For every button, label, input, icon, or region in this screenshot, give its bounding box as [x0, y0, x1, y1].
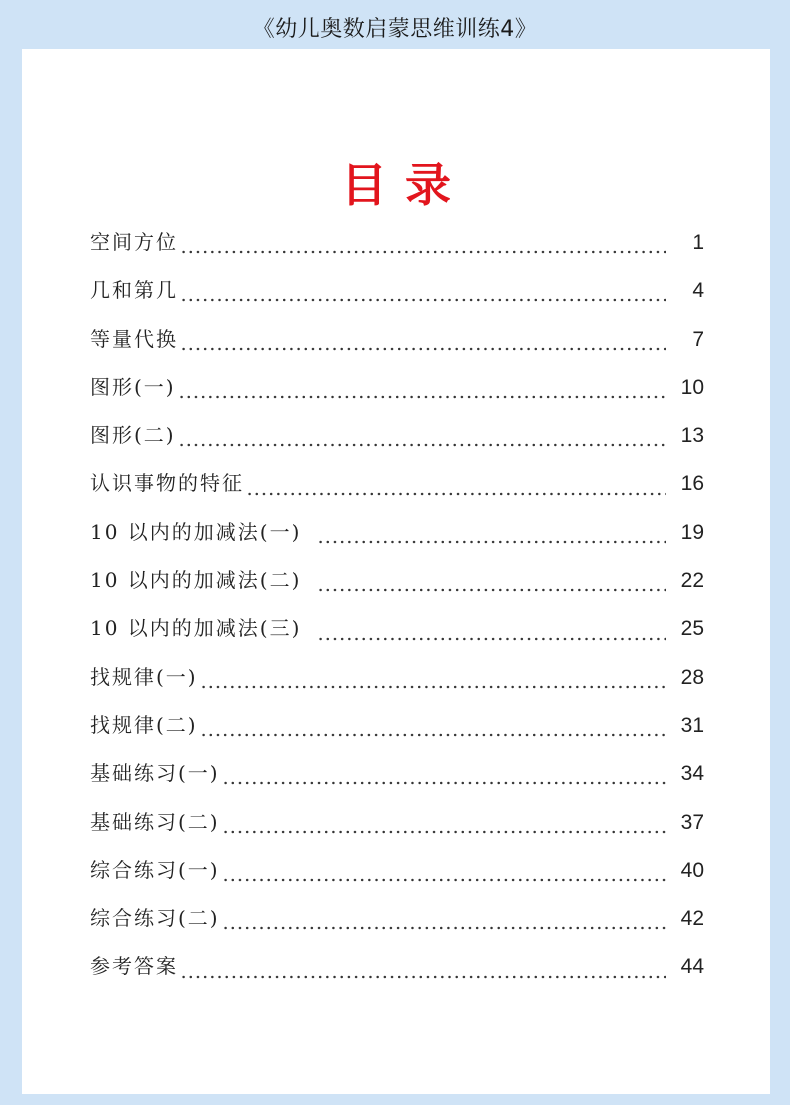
- toc-entry[interactable]: [90, 806, 704, 854]
- toc-page: [22, 49, 770, 1094]
- toc-leader-dots: [246, 492, 666, 496]
- toc-entry-label: 找规律(二): [90, 712, 198, 737]
- toc-leader-dots: [180, 298, 666, 302]
- toc-heading: 目录: [341, 158, 469, 212]
- toc-entry[interactable]: [90, 419, 704, 467]
- toc-entry-label: 10 以内的加减法(二): [90, 568, 302, 593]
- toc-entry-label: 图形(一): [90, 374, 176, 399]
- toc-entry-label: 图形(二): [90, 423, 176, 448]
- toc-entry[interactable]: [90, 274, 704, 322]
- toc-entry-label: 基础练习(二): [90, 809, 220, 834]
- toc-entry-label: 空间方位: [90, 230, 178, 254]
- toc-entry-label: 参考答案: [90, 954, 178, 979]
- toc-leader-dots: [200, 733, 666, 737]
- toc-leader-dots: [222, 830, 666, 834]
- toc-leader-dots: [222, 926, 666, 930]
- toc-entry-page: 37: [680, 810, 704, 834]
- toc-leader-dots: [178, 395, 666, 399]
- toc-entry-page: 44: [680, 955, 704, 979]
- toc-entry-page: 22: [680, 569, 704, 593]
- toc-entry[interactable]: [90, 757, 704, 805]
- toc-entry-label: 认识事物的特征: [90, 471, 244, 496]
- toc-leader-dots: [222, 878, 666, 882]
- toc-entry-label: 综合练习(二): [90, 906, 220, 931]
- toc-leader-dots: [178, 443, 666, 447]
- toc-leader-dots: [317, 588, 666, 592]
- toc-entry-page: 19: [680, 520, 704, 544]
- toc-entry-page: 4: [692, 279, 704, 303]
- toc-entry[interactable]: [90, 854, 704, 902]
- toc-entry-page: 16: [680, 472, 704, 496]
- book-title: 《幼儿奥数启蒙思维训练4》: [252, 17, 538, 42]
- toc-leader-dots: [222, 781, 666, 785]
- toc-entry-page: 13: [680, 424, 704, 448]
- toc-entry-label: 几和第几: [90, 278, 178, 303]
- toc-entry-page: 28: [680, 665, 704, 689]
- toc-entry-page: 31: [680, 713, 704, 737]
- toc-entry[interactable]: [90, 226, 704, 274]
- toc-entry[interactable]: [90, 612, 704, 660]
- toc-entry-page: 1: [692, 231, 704, 254]
- toc-entry[interactable]: [90, 516, 704, 564]
- toc-entry-page: 40: [680, 858, 704, 882]
- toc-leader-dots: [180, 250, 666, 254]
- toc-leader-dots: [200, 685, 666, 689]
- toc-entry-label: 找规律(一): [90, 664, 198, 689]
- toc-leader-dots: [317, 540, 666, 544]
- toc-entry-label: 10 以内的加减法(三): [90, 616, 302, 641]
- toc-entry-label: 综合练习(一): [90, 857, 220, 882]
- toc-entry[interactable]: [90, 323, 704, 371]
- toc-entry[interactable]: [90, 950, 704, 998]
- toc-entry-label: 基础练习(一): [90, 761, 220, 786]
- toc-entry-page: 42: [680, 907, 704, 931]
- toc-list: [90, 226, 704, 999]
- toc-entry[interactable]: [90, 902, 704, 950]
- toc-entry-label: 10 以内的加减法(一): [90, 519, 302, 544]
- toc-leader-dots: [317, 637, 666, 641]
- toc-entry-page: 34: [680, 762, 704, 786]
- toc-leader-dots: [180, 347, 666, 351]
- toc-entry-page: 7: [692, 327, 704, 351]
- toc-entry[interactable]: [90, 371, 704, 419]
- toc-entry[interactable]: [90, 564, 704, 612]
- toc-entry-page: 10: [680, 375, 704, 399]
- toc-entry[interactable]: [90, 661, 704, 709]
- toc-entry[interactable]: [90, 709, 704, 757]
- toc-leader-dots: [180, 975, 666, 979]
- toc-entry-label: 等量代换: [90, 326, 178, 351]
- toc-entry-page: 25: [680, 617, 704, 641]
- toc-entry[interactable]: [90, 467, 704, 515]
